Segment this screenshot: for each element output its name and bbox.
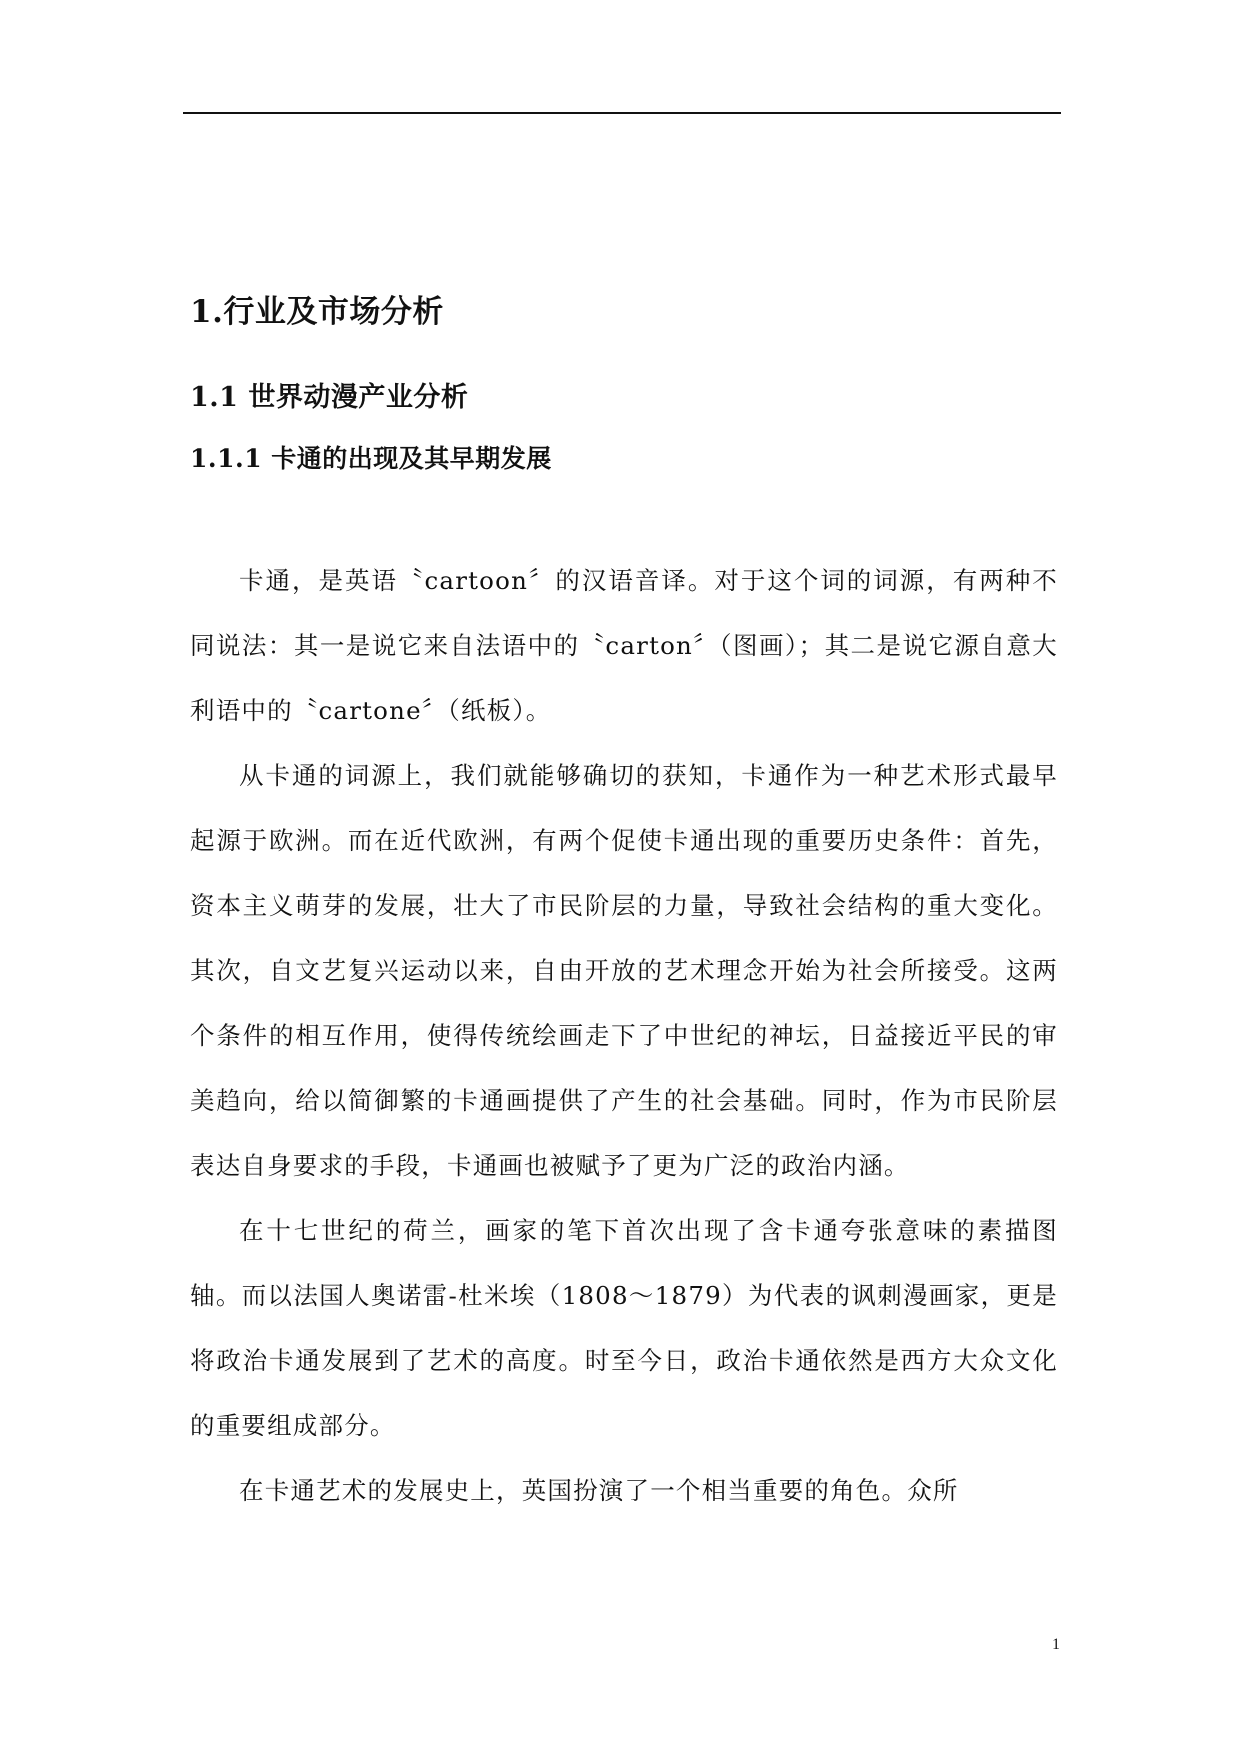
paragraph: 在十七世纪的荷兰，画家的笔下首次出现了含卡通夸张意味的素描图轴。而以法国人奥诺雷-杜米埃（1808～1879）为代表的讽刺漫画家，更是将政治卡通发展到了艺术的高度。时至今日，政治卡通依然是西方大众文化的重要组成部分。 bbox=[190, 1216, 1058, 1440]
page-number: 1 bbox=[1052, 1636, 1060, 1653]
heading-1: 1.行业及市场分析 bbox=[190, 294, 444, 330]
heading-2: 1.1 世界动漫产业分析 bbox=[190, 382, 469, 413]
paragraph: 从卡通的词源上，我们就能够确切的获知，卡通作为一种艺术形式最早起源于欧洲。而在近代欧洲，有两个促使卡通出现的重要历史条件：首先，资本主义萌芽的发展，壮大了市民阶层的力量，导致社会结构的重大变化。其次，自文艺复兴运动以来，自由开放的艺术理念开始为社会所接受。这两个条件的相互作用，使得传统绘画走下了中世纪的神坛，日益接近平民的审美趋向，给以简御繁的卡通画提供了产生的社会基础。同时，作为市民阶层表达自身要求的手段，卡通画也被赋予了更为广泛的政治内涵。 bbox=[190, 761, 1058, 1180]
paragraph: 卡通，是英语〝cartoon〞的汉语音译。对于这个词的词源，有两种不同说法：其一是说它来自法语中的〝carton〞（图画）；其二是说它源自意大利语中的〝cartone〞（纸板）。 bbox=[190, 566, 1058, 725]
paragraph: 在卡通艺术的发展史上，英国扮演了一个相当重要的角色。众所 bbox=[239, 1476, 959, 1505]
heading-3: 1.1.1 卡通的出现及其早期发展 bbox=[190, 444, 552, 473]
page-content bbox=[190, 292, 1058, 1523]
header-rule bbox=[183, 112, 1061, 114]
